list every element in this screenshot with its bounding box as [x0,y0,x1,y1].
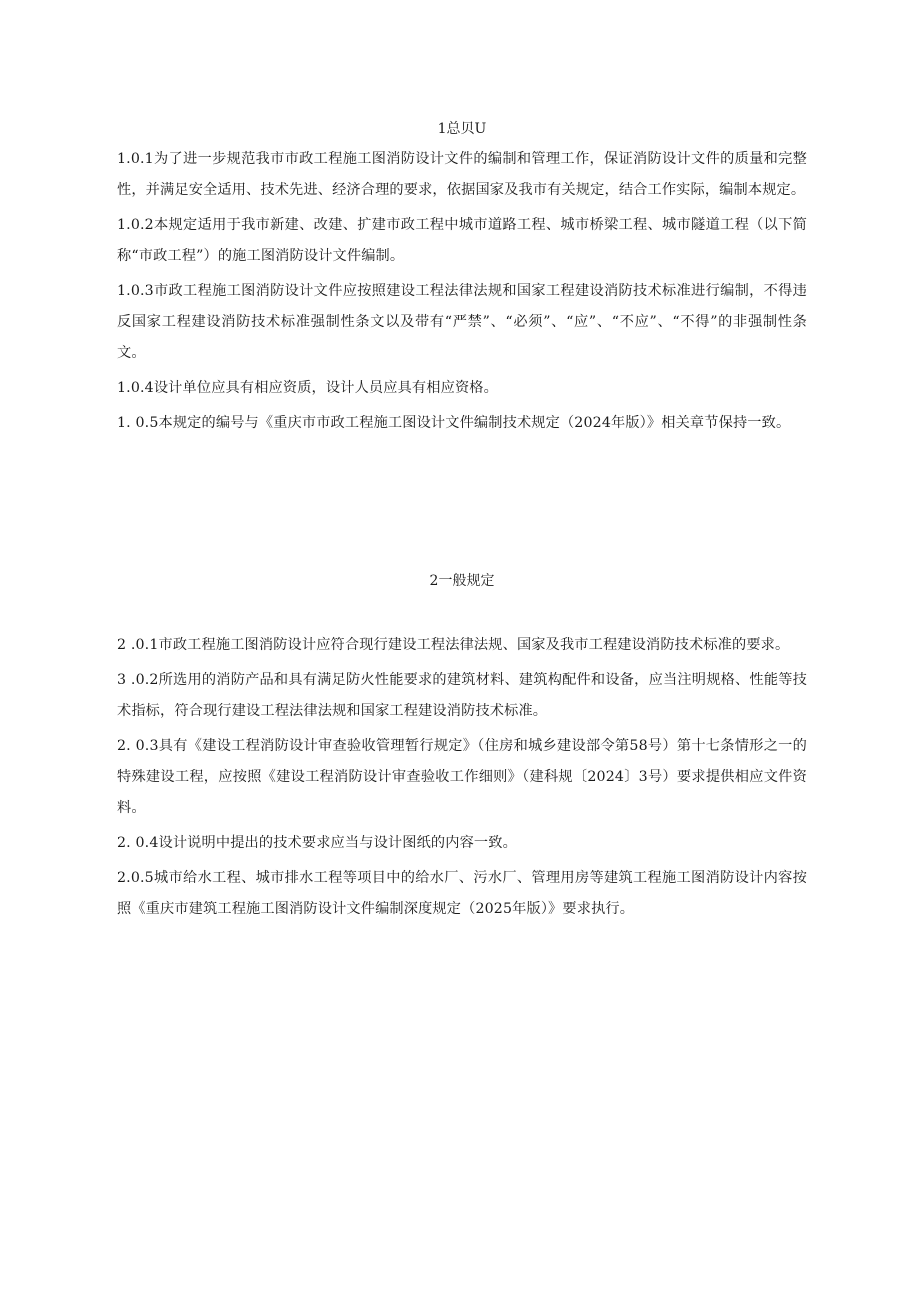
clause-1-0-5: 1. 0.5本规定的编号与《重庆市市政工程施工图设计文件编制技术规定（2024年版）》相关章节保持一致。 [117,415,791,431]
clause-2-0-2: 3 .0.2所选用的消防产品和具有满足防火性能要求的建筑材料、建筑构配件和设备，应当注明规格、性能等技术指标，符合现行建设工程法律法规和国家工程建设消防技术标准。 [117,672,807,719]
clause-2-0-4: 2. 0.4设计说明中提出的技术要求应当与设计图纸的内容一致。 [117,835,517,851]
section-general-provisions [117,116,807,443]
section-general-rules [117,568,807,929]
clause-2-0-3: 2. 0.3具有《建设工程消防设计审查验收管理暂行规定》（住房和城乡建设部令第58号）第十七条情形之一的特殊建设工程，应按照《建设工程消防设计审查验收工作细则》（建科规〔2024〕3号）要求提供相应文件资料。 [117,738,807,816]
section-heading: 1总贝U [437,121,487,137]
clause-2-0-5: 2.0.5城市给水工程、城市排水工程等项目中的给水厂、污水厂、管理用房等建筑工程施工图消防设计内容按照《重庆市建筑工程施工图消防设计文件编制深度规定（2025年版）》要求执行。 [117,870,807,917]
clause-1-0-4: 1.0.4设计单位应具有相应资质，设计人员应具有相应资格。 [117,380,498,396]
clause-1-0-2: 1.0.2本规定适用于我市新建、改建、扩建市政工程中城市道路工程、城市桥梁工程、城市隧道工程（以下简称“市政工程”）的施工图消防设计文件编制。 [117,217,807,264]
section-heading: 2一般规定 [429,573,495,589]
clause-2-0-1: 2 .0.1市政工程施工图消防设计应符合现行建设工程法律法规、国家及我市工程建设消防技术标准的要求。 [117,637,790,653]
clause-1-0-1: 1.0.1为了进一步规范我市市政工程施工图消防设计文件的编制和管理工作，保证消防设计文件的质量和完整性，并满足安全适用、技术先进、经济合理的要求，依据国家及我市有关规定，结合工作实际，编制本规定。 [117,151,807,198]
clause-1-0-3: 1.0.3市政工程施工图消防设计文件应按照建设工程法律法规和国家工程建设消防技术标准进行编制，不得违反国家工程建设消防技术标准强制性条文以及带有“严禁”、“必须”、“应”、“不应”、“不得”的非强制性条文。 [117,283,807,361]
